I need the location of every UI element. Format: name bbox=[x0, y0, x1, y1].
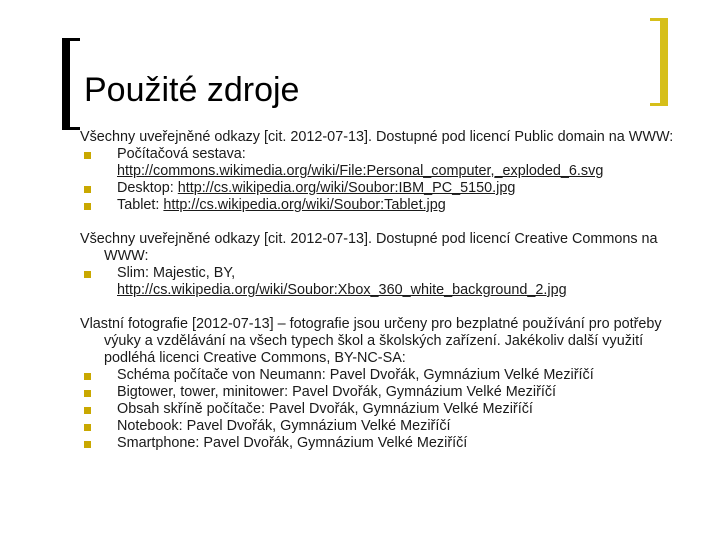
square-bullet-icon bbox=[84, 203, 91, 210]
item-text: Bigtower, tower, minitower: Pavel Dvořák, Gymnázium Velké Meziříčí bbox=[117, 384, 557, 400]
square-bullet-icon bbox=[84, 390, 91, 397]
source-link[interactable]: http://cs.wikipedia.org/wiki/Soubor:IBM_PC_5150.jpg bbox=[177, 180, 516, 196]
square-bullet-icon bbox=[84, 424, 91, 431]
item-text: Obsah skříně počítače: Pavel Dvořák, Gymnázium Velké Meziříčí bbox=[117, 401, 533, 417]
slide-title: Použité zdroje bbox=[84, 71, 300, 109]
item-text: Schéma počítače von Neumann: Pavel Dvořák, Gymnázium Velké Meziříčí bbox=[117, 367, 594, 383]
list-item bbox=[80, 265, 680, 299]
slide-content bbox=[80, 129, 680, 469]
item-label: Tablet: bbox=[117, 197, 160, 213]
sources-public-domain bbox=[80, 129, 680, 214]
square-bullet-icon bbox=[84, 152, 91, 159]
item-label: Počítačová sestava: bbox=[117, 146, 246, 162]
sources-own-photos bbox=[80, 316, 680, 452]
list-item bbox=[80, 197, 680, 214]
left-bracket-decoration bbox=[62, 38, 80, 130]
item-label: Desktop: bbox=[117, 180, 174, 196]
list-item bbox=[80, 418, 680, 435]
group-lead: Všechny uveřejněné odkazy [cit. 2012-07-13]. Dostupné pod licencí Creative Commons na WWW: bbox=[80, 231, 658, 264]
group-lead: Všechny uveřejněné odkazy [cit. 2012-07-13]. Dostupné pod licencí Public domain na WWW: bbox=[80, 129, 674, 145]
source-link[interactable]: http://commons.wikimedia.org/wiki/File:Personal_computer,_exploded_6.svg bbox=[117, 163, 604, 179]
item-text: Notebook: Pavel Dvořák, Gymnázium Velké Meziříčí bbox=[117, 418, 451, 434]
square-bullet-icon bbox=[84, 407, 91, 414]
item-text: Smartphone: Pavel Dvořák, Gymnázium Velké Meziříčí bbox=[117, 435, 468, 451]
list-item bbox=[80, 367, 680, 384]
sources-creative-commons bbox=[80, 231, 680, 299]
list-item bbox=[80, 401, 680, 418]
list-item bbox=[80, 384, 680, 401]
right-bracket-decoration bbox=[650, 18, 668, 106]
item-label: Slim: Majestic, BY, bbox=[117, 265, 236, 281]
source-link[interactable]: http://cs.wikipedia.org/wiki/Soubor:Tablet.jpg bbox=[163, 197, 446, 213]
source-link[interactable]: http://cs.wikipedia.org/wiki/Soubor:Xbox_360_white_background_2.jpg bbox=[117, 282, 567, 298]
square-bullet-icon bbox=[84, 271, 91, 278]
group-lead: Vlastní fotografie [2012-07-13] – fotografie jsou určeny pro bezplatné používání pro potřeby výuky a vzdělávání na všech typech škol a školských zařízení. Jakékoliv další využití podléhá licenci Creative Commons, BY-NC-SA: bbox=[80, 316, 662, 366]
square-bullet-icon bbox=[84, 186, 91, 193]
list-item bbox=[80, 146, 680, 180]
list-item bbox=[80, 180, 680, 197]
list-item bbox=[80, 435, 680, 452]
square-bullet-icon bbox=[84, 373, 91, 380]
square-bullet-icon bbox=[84, 441, 91, 448]
